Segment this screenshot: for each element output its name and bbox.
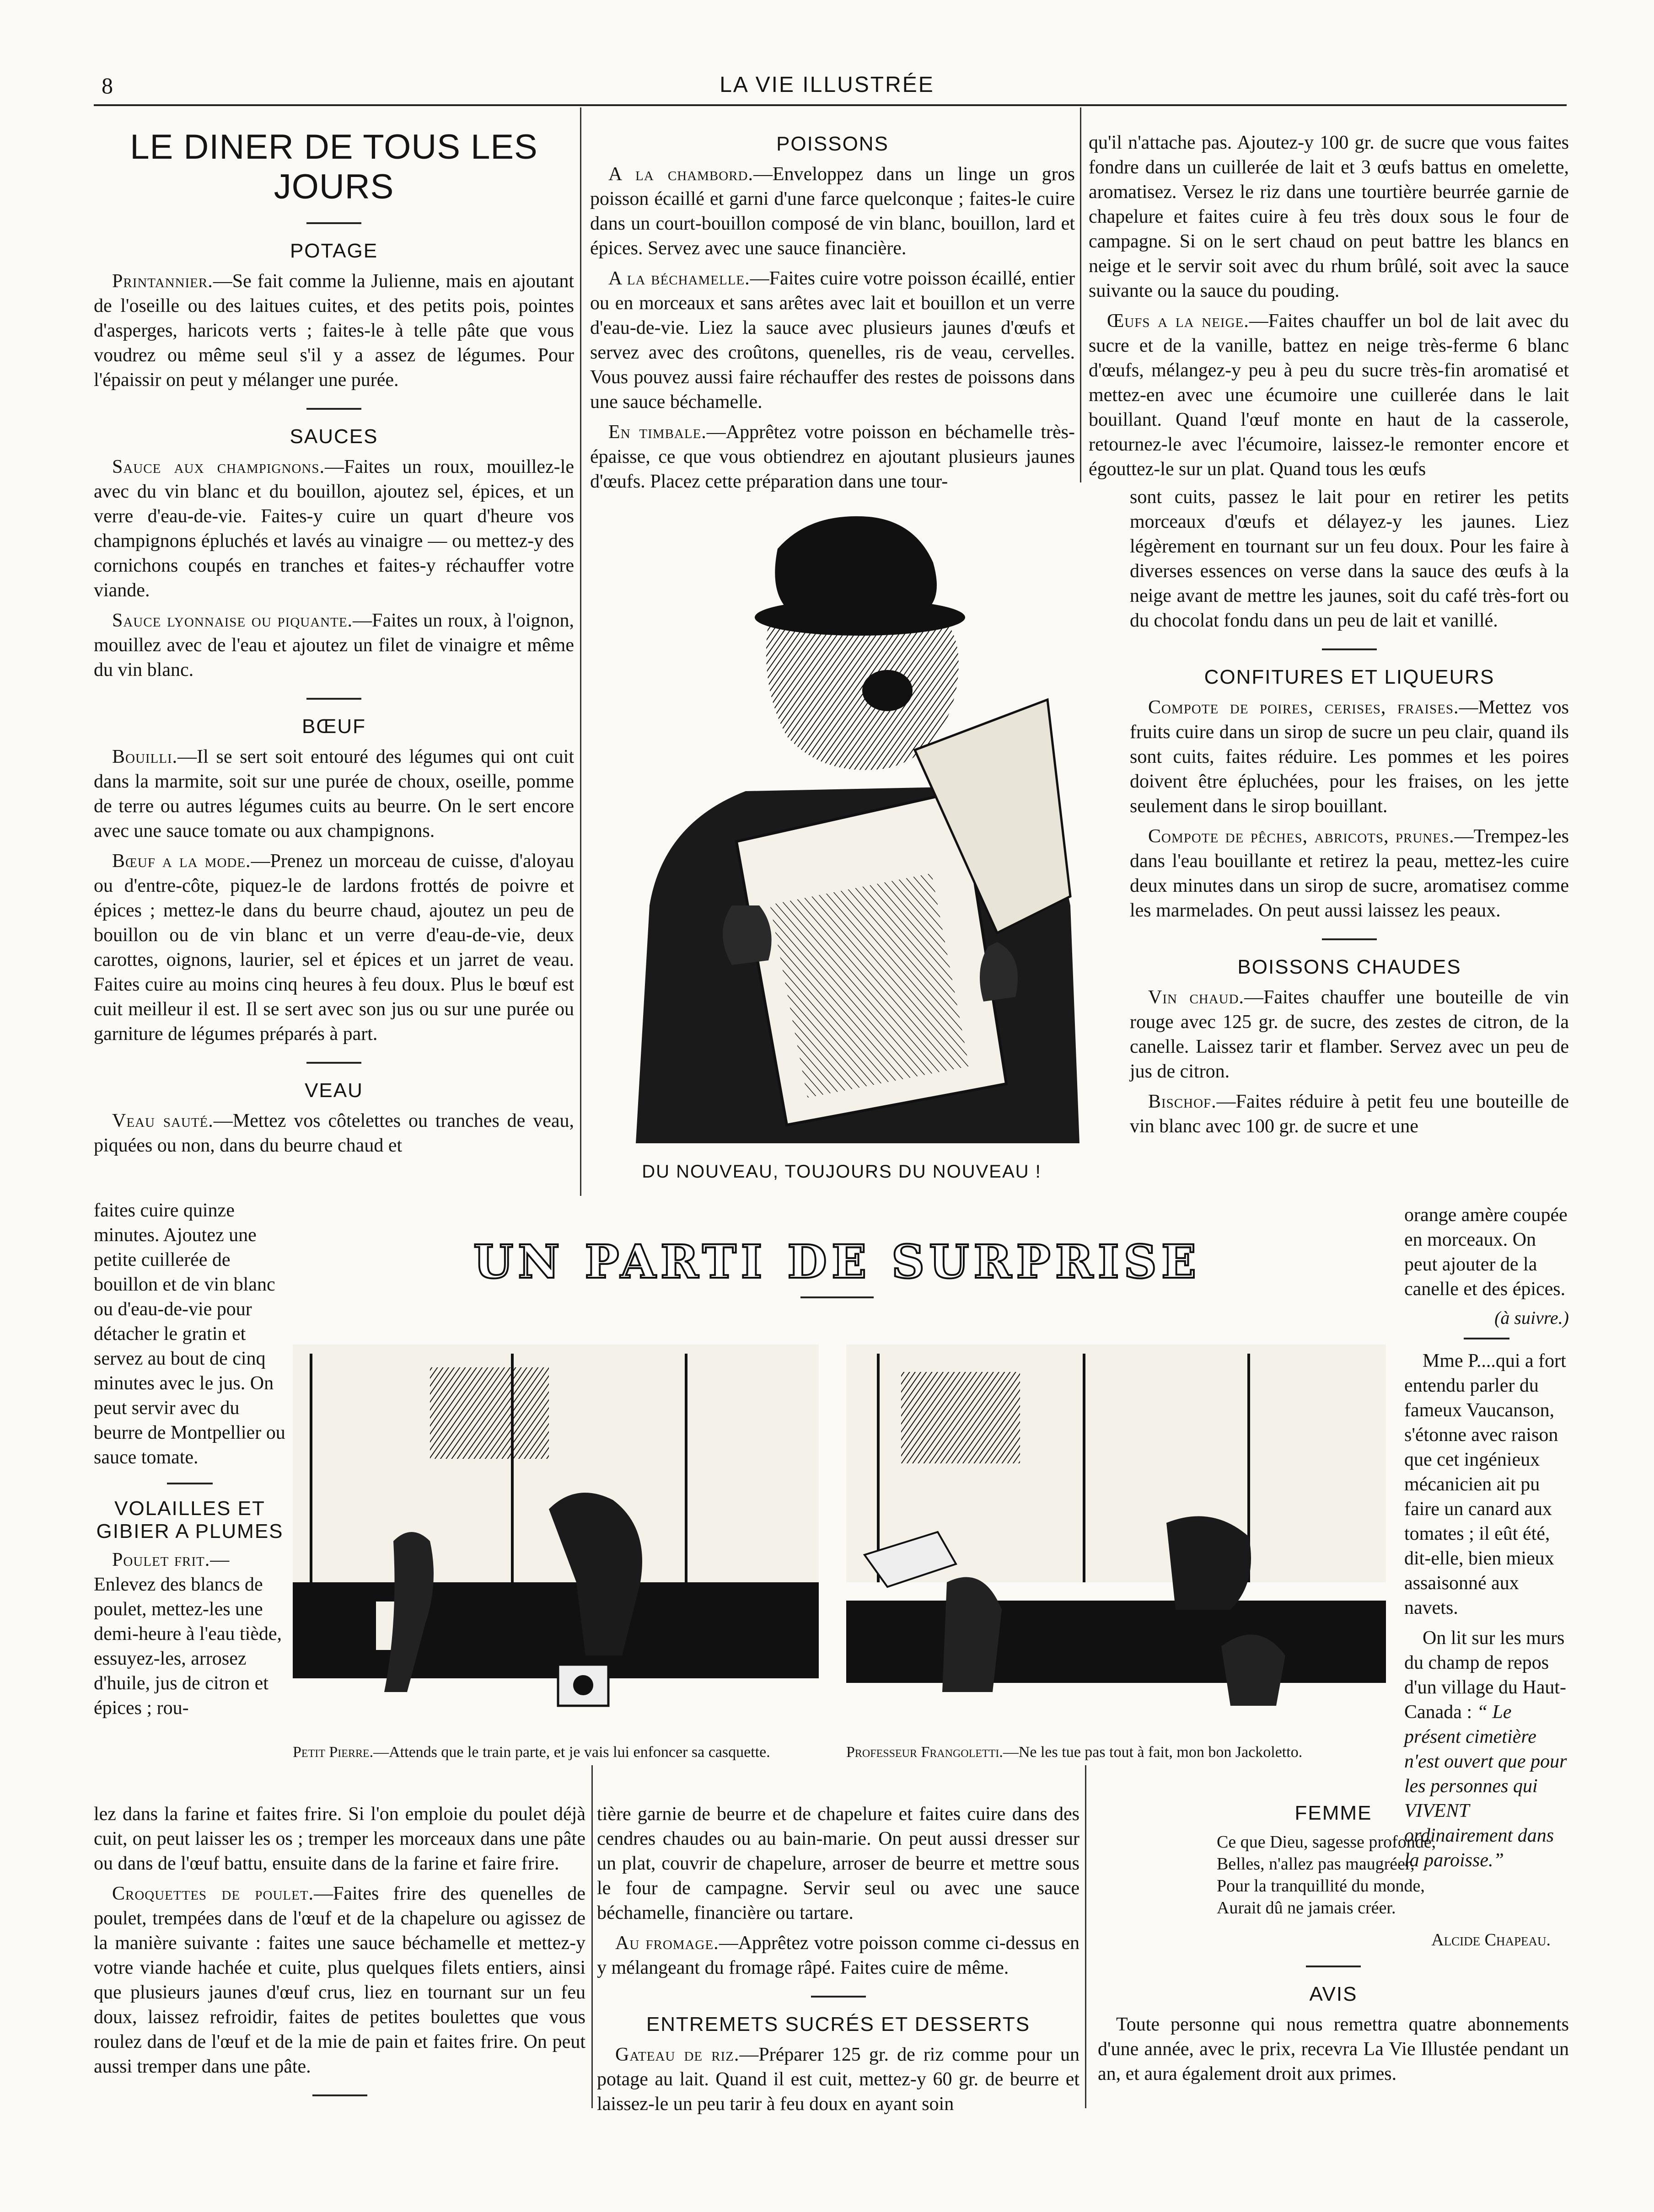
cartoon-right-caption: Professeur Frangoletti.—Ne les tue pas tout à fait, mon bon Jackoletto.: [846, 1744, 1303, 1761]
paragraph-avis: Toute personne qui nous remettra quatre abonnements d'une année, avec le prix, recevra La Vie Illustée pendant un an, et aura également droit aux primes.: [1098, 2014, 1569, 2084]
paragraph-sauce-lyonnaise: Sauce lyonnaise ou piquante.—Faites un roux, à l'oignon, mouillez avec de l'eau et ajoutez un filet de vinaigre et même du vin blanc.: [94, 610, 574, 680]
paragraph-gateau-continued: qu'il n'attache pas. Ajoutez-y 100 gr. de sucre que vous faites fondre dans un cuillerée de lait et 3 œufs battus en omelette, aromatisez. Versez le riz dans une tourtière beurrée garnie de chapelure et faites cuire à feu très doux sous le four de campagne. Si on le sert chaud on peut battre les blancs en neige et le servir soit avec du rhum brûlé, soit avec la sauce suivante ou la sauce du pouding.: [1089, 132, 1569, 301]
paragraph-croquettes: Croquettes de poulet.—Faites frire des quenelles de poulet, trempées dans de l'œuf et de la chapelure ou agissez de la manière suivante : faites une sauce béchamelle et mettez-y votre viande hachée et cuite, plus quelques filets entiers, ainsi que plusieurs jaunes d'œuf crus, liez en tournant sur un feu doux, laissez refroidir, faites de petites boulettes que vous roulez dans de l'œuf et de la mie de pain et faites frire. On peut aussi tremper dans une pâte.: [94, 1883, 585, 2077]
column-3-mid: [1130, 485, 1569, 1144]
column-2: [590, 119, 1075, 499]
poem-line: Ce que Dieu, sagesse profonde,: [1217, 1832, 1436, 1852]
column-1-narrow: [94, 1198, 286, 1726]
paragraph-timbale: En timbale.—Apprêtez votre poisson en béchamelle très-épaisse, ce que vous obtiendrez en ajoutant plusieurs jaunes d'œufs. Placez cette préparation dans une tour-: [590, 422, 1075, 492]
section-heading-boeuf: BŒUF: [302, 715, 366, 738]
paragraph-bischof: Bischof.—Faites réduire à petit feu une bouteille de vin blanc avec 100 gr. de sucre et une: [1130, 1091, 1569, 1137]
paragraph-bouilli: Bouilli.—Il se sert soit entouré des légumes qui ont cuit dans la marmite, soit sur une purée de choux, oseille, pomme de terre ou autres légumes cuits au beurre. On le sert encore avec une sauce tomate ou aux champignons.: [94, 746, 574, 841]
section-rule: [1464, 1338, 1509, 1339]
paragraph-poulet-frit: Poulet frit.—Enlevez des blancs de poulet, mettez-les une demi-heure à l'eau tiède, essuyez-les, arrosez d'huile, jus de citron et épices ; rou-: [94, 1549, 282, 1719]
page-number: 8: [102, 73, 113, 98]
section-heading-boissons: BOISSONS CHAUDES: [1237, 956, 1461, 978]
section-rule: [306, 408, 361, 410]
paragraph-compote-poires: Compote de poires, cerises, fraises.—Mettez vos fruits cuire dans un sirop de sucre un peu clair, quand ils sont cuits, faites réduire. Les pommes et les poires doivent être épluchées, pour les fraises, on les jette seulement dans le sirop bouillant.: [1130, 697, 1569, 817]
section-rule: [1322, 938, 1377, 940]
article-title: LE DINER DE TOUS LES JOURS: [130, 128, 538, 206]
paragraph-gateau-riz: Gateau de riz.—Préparer 125 gr. de riz comme pour un potage au lait. Quand il est cuit, mettez-y 60 gr. de beurre et laissez-le un peu tarir à feu doux en ayant soin: [597, 2044, 1079, 2115]
paragraph-bechamelle: A la béchamelle.—Faites cuire votre poisson écaillé, entier ou en morceaux et sans arêtes avec lait et bouillon et un verre d'eau-de-vie. Liez la sauce avec plusieurs jaunes d'œufs et servez avec des croûtons, quenelles, ris de veau, cervelles. Vous pouvez aussi faire réchauffer des restes de poissons dans une sauce béchamelle.: [590, 268, 1075, 412]
section-heading-veau: VEAU: [305, 1079, 363, 1102]
section-rule: [167, 1483, 213, 1484]
section-rule: [306, 1062, 361, 1064]
paragraph-printannier: Printannier.—Se fait comme la Julienne, mais en ajoutant de l'oseille ou des laitues cuites, et des petits pois, pointes d'asperges, haricots verts ; faites-le à telle pâte que vous voudrez ou même seul s'il y a assez de légumes. Pour l'épaissir on peut y mélanger une purée.: [94, 271, 574, 391]
section-heading-femme: FEMME: [1294, 1802, 1372, 1824]
paragraph-fromage: Au fromage.—Apprêtez votre poisson comme ci-dessus en y mélangeant du fromage râpé. Faites cuire de même.: [597, 1933, 1079, 1978]
column-divider-3: [591, 1765, 593, 2108]
column-divider-2: [1080, 107, 1081, 482]
paragraph-oeufs-continued: sont cuits, passez le lait pour en retirer les petits morceaux d'œufs et délayez-y les jaunes. Liez légèrement en tournant sur un feu doux. Pour les faire à diverses essences on verse dans la sauce des œufs à la neige avant de mettre les jaunes, soit du café très-fort ou du chocolat fondu dans un peu de lait et vanillé.: [1130, 487, 1569, 631]
section-heading-potage: POTAGE: [290, 240, 378, 262]
section-rule: [811, 1996, 866, 1998]
column-divider-1: [580, 107, 581, 1196]
column-1-bottom: [94, 1802, 585, 2112]
section-heading-confitures: CONFITURES ET LIQUEURS: [1204, 666, 1495, 688]
poem-line: Pour la tranquillité du monde,: [1217, 1876, 1425, 1896]
paragraph-cimetiere: On lit sur les murs du champ de repos d'un village du Haut-Canada : “ Le présent cimetière n'est ouvert que pour les personnes qui VIVENT ordinairement dans la paroisse.”: [1404, 1628, 1567, 1871]
section-rule: [1322, 648, 1377, 650]
section-rule: [306, 222, 361, 224]
paragraph-timbale-continued: tière garnie de beurre et de chapelure et faites cuire dans des cendres chaudes ou au bain-marie. On peut aussi dresser sur un plat, couvrir de chapelure, arroser de beurre et mettre sous le four de campagne. Servir seul ou avec une sauce béchamelle, financière ou tartare.: [597, 1804, 1079, 1923]
column-1: [94, 119, 574, 1163]
paragraph-bischof-continued: orange amère coupée en morceaux. On peut ajouter de la canelle et des épices.: [1404, 1205, 1568, 1300]
column-2-bottom: [597, 1802, 1079, 2122]
illustration-caption: DU NOUVEAU, TOUJOURS DU NOUVEAU !: [642, 1162, 1042, 1182]
cartoon-title: UN PARTI DE SURPRISE: [473, 1235, 1201, 1289]
section-heading-avis: AVIS: [1309, 1983, 1358, 2005]
masthead-title: LA VIE ILLUSTRÉE: [720, 73, 934, 97]
paragraph-compote-peches: Compote de pêches, abricots, prunes.—Trempez-les dans l'eau bouillante et retirez la peau, mettez-les cuire deux minutes dans un sirop de sucre, aromatisez comme les marmelades. On peut aussi laissez les peaux.: [1130, 826, 1569, 921]
paragraph-vin-chaud: Vin chaud.—Faites chauffer une bouteille de vin rouge avec 125 gr. de sucre, des zestes de citron, de la canelle. Laissez tarir et flamber. Servez avec un peu de jus de citron.: [1130, 987, 1569, 1082]
paragraph-oeufs-neige: Œufs a la neige.—Faites chauffer un bol de lait avec du sucre et de la vanille, battez en neige très-ferme 6 blanc d'œufs, mélangez-y peu à peu du sucre très-fin aromatisé et mettez-en avec une écumoire une cuillerée dans le lait bouillant. Quand l'œuf monte en haut de la casserole, retournez-le avec l'écumoire, laissez-le remonter encore et égouttez-le sur un plat. Quand tous les œufs: [1089, 311, 1569, 480]
cartoon-left-panel: [293, 1326, 819, 1733]
section-rule: [312, 2094, 367, 2096]
paragraph-sauce-champignons: Sauce aux champignons.—Faites un roux, mouillez-le avec du vin blanc et du bouillon, ajoutez sel, épices, et un verre d'eau-de-vie. Faites-y cuire un quart d'heure vos champignons épluchés et lavés au vinaigre — ou mettez-y des cornichons coupés en tranches et faites-y réchauffer votre viande.: [94, 456, 574, 601]
cartoon-right-panel: [846, 1326, 1386, 1733]
poem: [1217, 1831, 1569, 1919]
paragraph-veau-continued: faites cuire quinze minutes. Ajoutez une petite cuillerée de bouillon et de vin blanc ou d'eau-de-vie pour détacher le gratin et servez au bout de cinq minutes avec le jus. On peut servir avec du beurre de Montpellier ou sauce tomate.: [94, 1200, 285, 1468]
cartoon-left-drawing: [293, 1326, 819, 1733]
column-3-bottom: [1098, 1793, 1569, 2092]
poem-line: Belles, n'allez pas maugréer,: [1217, 1854, 1415, 1874]
section-heading-entremets: ENTREMETS SUCRÉS ET DESSERTS: [646, 2013, 1031, 2035]
cartoon-right-drawing: [846, 1326, 1386, 1733]
reader-engraving: [595, 494, 1098, 1148]
poem-author: Alcide Chapeau.: [1431, 1930, 1551, 1950]
cartoon-left-caption: Petit Pierre.—Attends que le train parte, et je vais lui enfoncer sa casquette.: [293, 1744, 770, 1761]
column-3: [1089, 130, 1569, 487]
paragraph-mme-p: Mme P....qui a fort entendu parler du fameux Vaucanson, s'étonne avec raison que cet ingénieux mécanicien ait pu faire un canard aux tomates ; il eût été, dit-elle, bien mieux assaisonné aux navets.: [1404, 1350, 1566, 1618]
cartoon-rule: [800, 1296, 874, 1298]
paragraph-poulet-frit-continued: lez dans la farine et faites frire. Si l'on emploie du poulet déjà cuit, on peut laisser les os ; tremper les morceaux dans une pâte ou dans de l'œuf battu, ensuite dans de la farine et faire frire.: [94, 1804, 585, 1874]
illustration-newspaper-reader: [595, 494, 1098, 1148]
paragraph-boeuf-mode: Bœuf a la mode.—Prenez un morceau de cuisse, d'aloyau ou d'entre-côte, piquez-le de lardons frottés de poivre et épices ; mettez-le dans du beurre chaud, ajoutez un peu de bouillon ou de vin blanc et un verre d'eau-de-vie, deux carottes, oignons, laurier, sel et épices et un jarret de veau. Faites cuire au moins cinq heures à feu doux. Plus le bœuf est cuit meilleur il est. Il se sert avec son jus ou sur une purée ou garniture de légumes préparés à part.: [94, 851, 575, 1044]
section-rule: [306, 698, 361, 700]
poem-line: Aurait dû ne jamais créer.: [1217, 1898, 1396, 1917]
section-heading-volailles: VOLAILLES ET GIBIER A PLUMES: [96, 1497, 284, 1543]
hat: [775, 516, 937, 613]
a-suivre: (à suivre.): [1494, 1307, 1569, 1328]
section-heading-poissons: POISSONS: [776, 133, 889, 155]
section-rule: [1306, 1966, 1361, 1967]
column-3-narrow: [1404, 1203, 1569, 1878]
column-divider-4: [1085, 1765, 1086, 2108]
header-rule: [94, 104, 1567, 106]
section-heading-sauces: SAUCES: [290, 425, 378, 448]
paragraph-chambord: A la chambord.—Enveloppez dans un linge un gros poisson écaillé et garni d'une farce quelconque ; faites-le cuire dans un court-bouillon composé de vin blanc, bouillon, lard et épices. Servez avec une sauce financière.: [590, 164, 1075, 259]
paragraph-veau-saute: Veau sauté.—Mettez vos côtelettes ou tranches de veau, piquées ou non, dans du beurre chaud et: [94, 1110, 574, 1156]
